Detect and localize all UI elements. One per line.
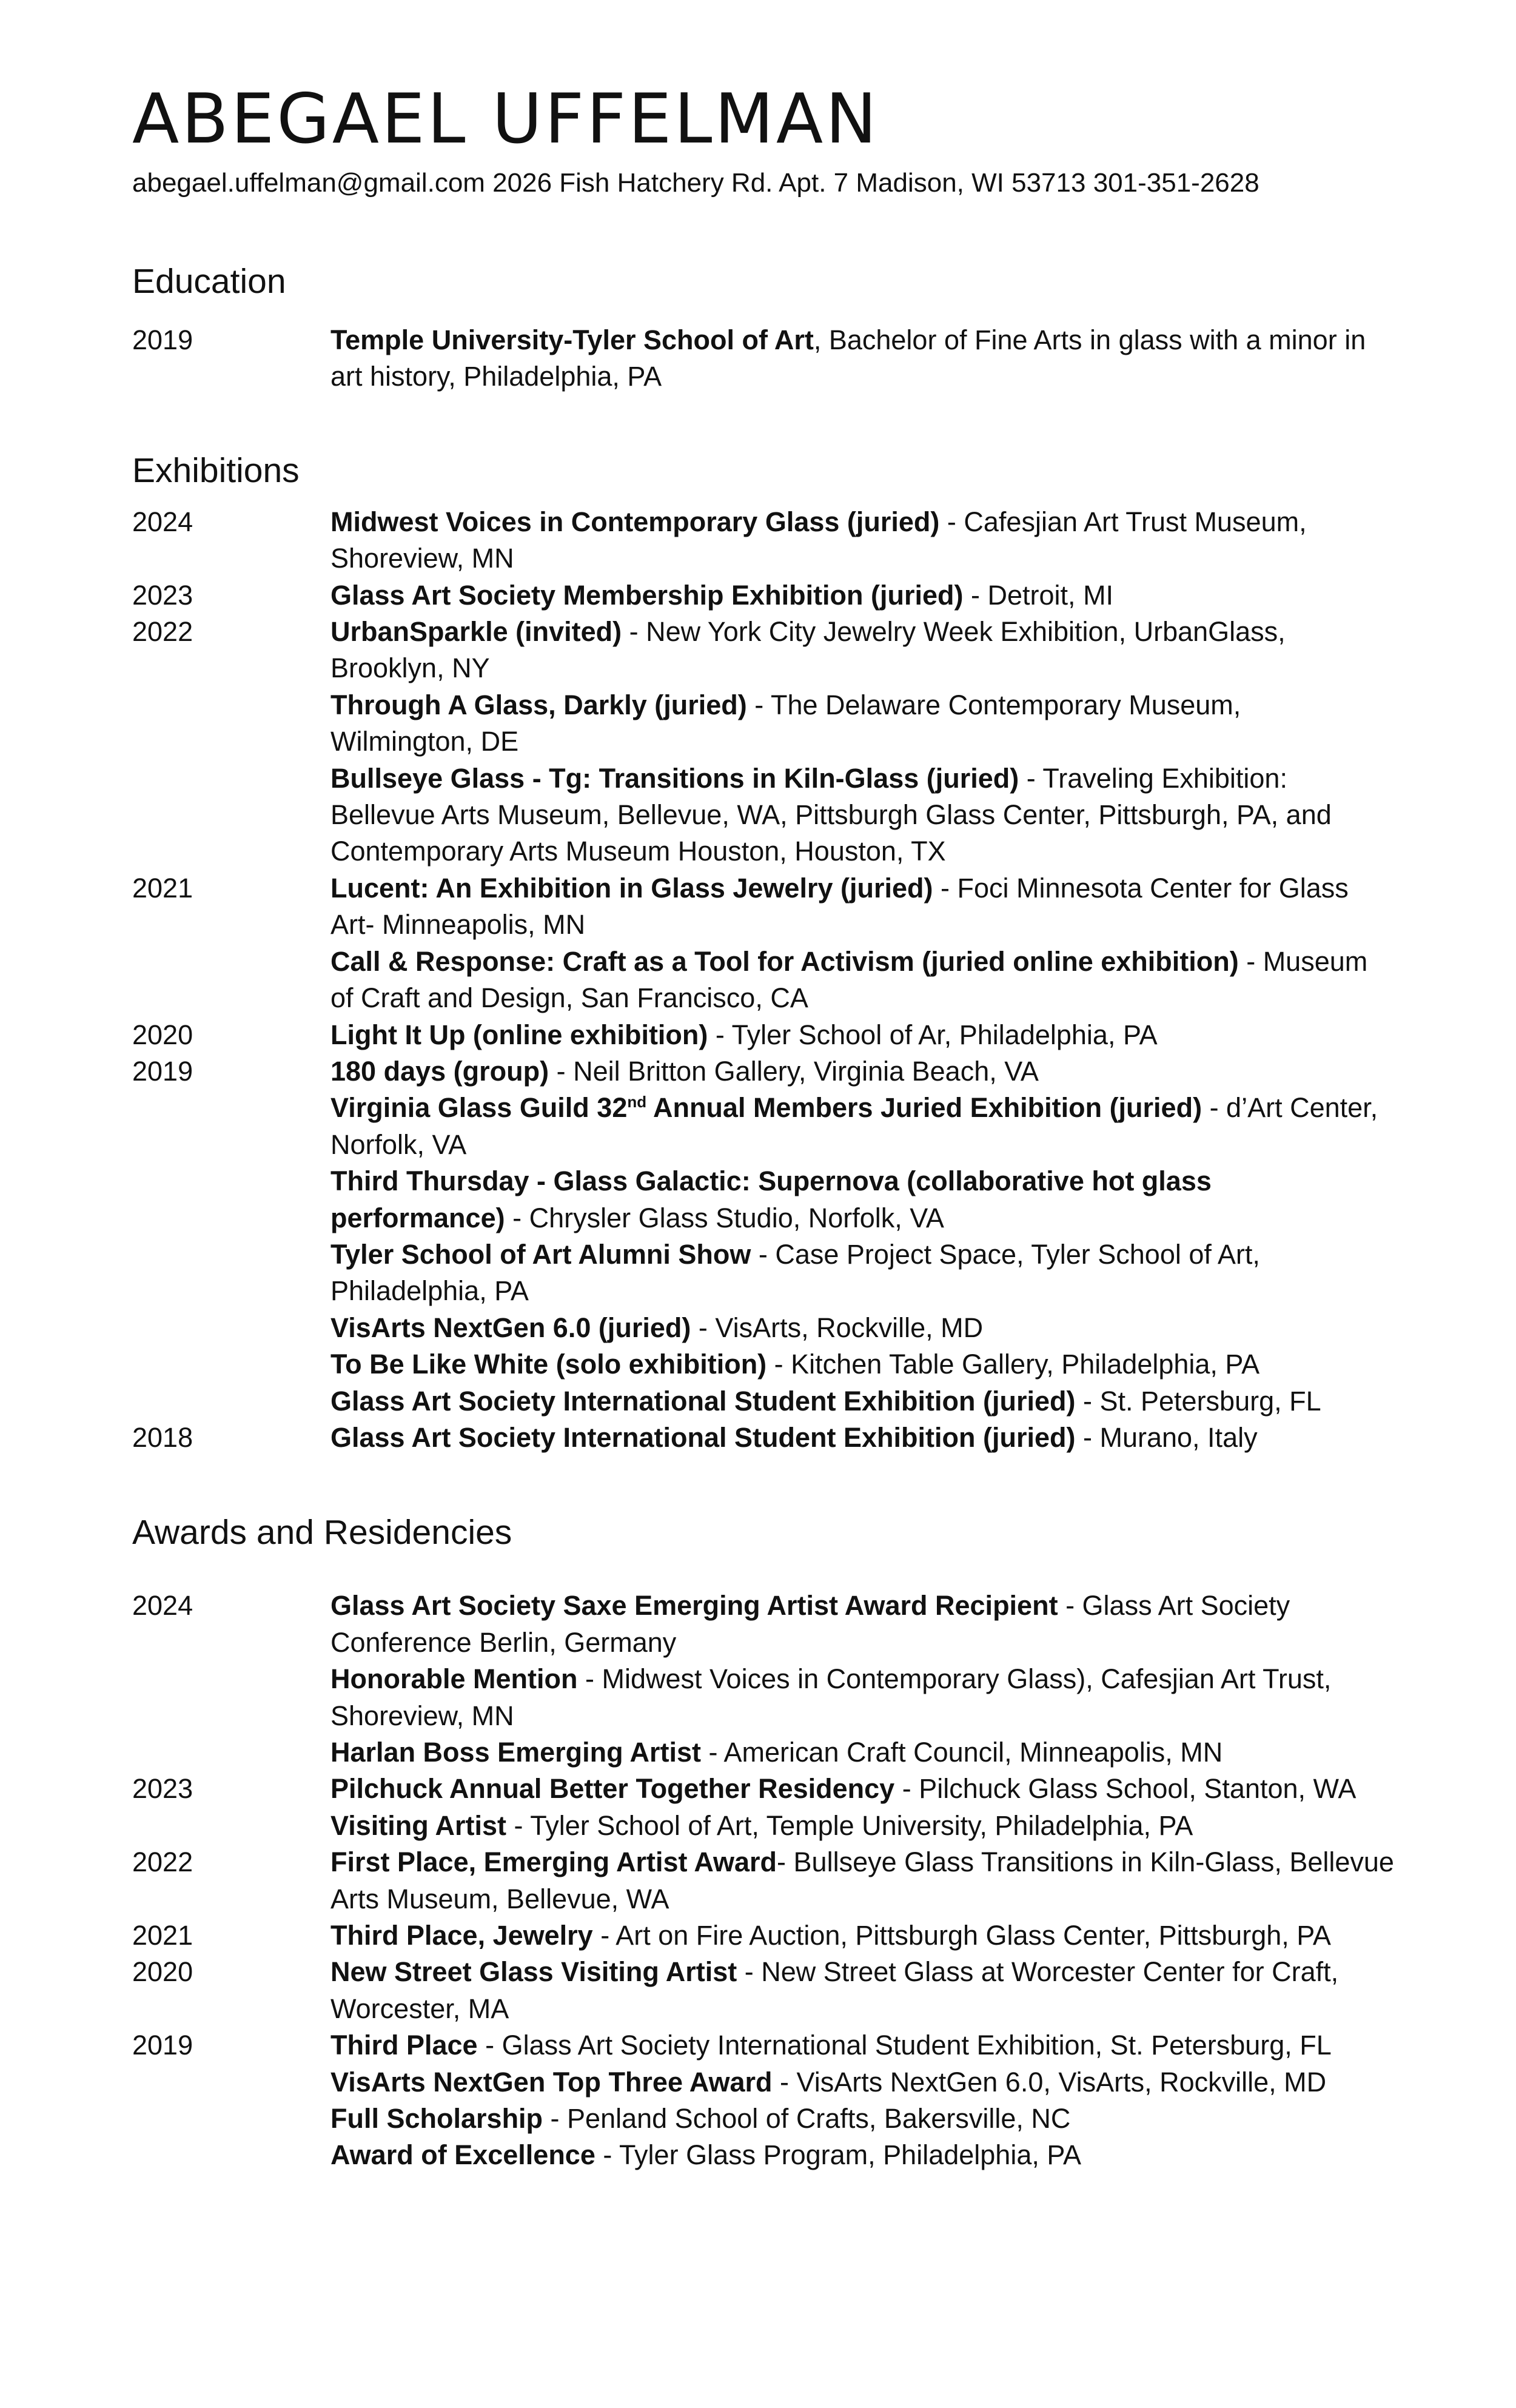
ordinal-suffix: nd bbox=[627, 1093, 647, 1112]
entry-text bbox=[330, 1163, 1380, 1236]
exhibition-entry bbox=[132, 1310, 1406, 1346]
entry-text bbox=[330, 1420, 1380, 1456]
entry-year: 2022 bbox=[132, 1846, 193, 1878]
entry-year: 2019 bbox=[132, 1055, 193, 1087]
entry-year: 2024 bbox=[132, 506, 193, 537]
entry-year bbox=[132, 944, 330, 1017]
entry-text bbox=[330, 760, 1380, 870]
entry-year: 2020 bbox=[132, 1956, 193, 1988]
entry-detail: - Glass Art Society International Student Exhibition, St. Petersburg, FL bbox=[477, 2030, 1332, 2061]
exhibition-entry bbox=[132, 1163, 1406, 1236]
exhibitions-list bbox=[132, 504, 1406, 1457]
exhibition-entry bbox=[132, 687, 1406, 760]
entry-detail: - Museum of Craft and Design, San Francisco, CA bbox=[330, 945, 1368, 1014]
award-entry bbox=[132, 2101, 1406, 2137]
entry-title: VisArts NextGen 6.0 (juried) bbox=[330, 1312, 691, 1343]
award-entry bbox=[132, 2137, 1406, 2173]
entry-detail: - Murano, Italy bbox=[1075, 1421, 1258, 1453]
entry-year: 2018 bbox=[132, 1421, 193, 1453]
awards-list bbox=[132, 1588, 1406, 2174]
entry-title: Award of Excellence bbox=[330, 2139, 595, 2171]
award-entry bbox=[132, 1954, 1406, 2027]
entry-year bbox=[132, 1734, 330, 1771]
entry-detail: - Chrysler Glass Studio, Norfolk, VA bbox=[505, 1202, 944, 1233]
entry-title: New Street Glass Visiting Artist bbox=[330, 1956, 737, 1988]
entry-title bbox=[330, 1092, 1202, 1123]
entry-title-part: Virginia Glass Guild 32 bbox=[330, 1092, 628, 1124]
entry-text bbox=[330, 1236, 1380, 1310]
entry-text bbox=[330, 1383, 1380, 1420]
entry-title: Light It Up (online exhibition) bbox=[330, 1019, 708, 1050]
entry-title: Tyler School of Art Alumni Show bbox=[330, 1238, 751, 1270]
exhibition-entry bbox=[132, 1090, 1406, 1163]
entry-year bbox=[132, 1090, 330, 1163]
entry-title: Third Place bbox=[330, 2030, 478, 2061]
exhibition-entry bbox=[132, 1017, 1406, 1053]
entry-detail: - Case Project Space, Tyler School of Art, Philadelphia, PA bbox=[330, 1238, 1260, 1307]
entry-title: Harlan Boss Emerging Artist bbox=[330, 1737, 701, 1768]
entry-title: Third Thursday - Glass Galactic: Supernova (collaborative hot glass performance) bbox=[330, 1165, 1212, 1233]
entry-year bbox=[132, 1236, 330, 1310]
entry-title: Glass Art Society International Student Exhibition (juried) bbox=[330, 1421, 1076, 1453]
entry-title: Bullseye Glass - Tg: Transitions in Kiln-Glass (juried) bbox=[330, 762, 1019, 794]
award-entry bbox=[132, 2027, 1406, 2064]
entry-text bbox=[330, 1346, 1380, 1383]
entry-text bbox=[330, 1734, 1398, 1771]
entry-title: Third Place, Jewelry bbox=[330, 1920, 593, 1951]
entry-detail: - Detroit, MI bbox=[963, 579, 1114, 611]
entry-detail: - American Craft Council, Minneapolis, MN bbox=[700, 1737, 1223, 1768]
exhibition-entry bbox=[132, 760, 1406, 870]
entry-text bbox=[330, 2137, 1398, 2173]
entry-text bbox=[330, 1844, 1398, 1917]
entry-text bbox=[330, 1310, 1380, 1346]
entry-detail: - Midwest Voices in Contemporary Glass), Cafesjian Art Trust, Shoreview, MN bbox=[330, 1663, 1332, 1731]
exhibition-entry bbox=[132, 1236, 1406, 1310]
entry-text bbox=[330, 870, 1380, 944]
entry-title: 180 days (group) bbox=[330, 1055, 549, 1087]
entry-title: Visiting Artist bbox=[330, 1809, 507, 1841]
entry-title: UrbanSparkle (invited) bbox=[330, 616, 622, 648]
entry-detail: - Tyler Glass Program, Philadelphia, PA bbox=[595, 2139, 1082, 2171]
entry-text bbox=[330, 1808, 1398, 1844]
entry-detail: - Cafesjian Art Trust Museum, Shoreview, MN bbox=[330, 506, 1307, 574]
entry-text bbox=[330, 1954, 1398, 2027]
exhibition-entry bbox=[132, 577, 1406, 614]
entry-title: Pilchuck Annual Better Together Residency bbox=[330, 1773, 895, 1805]
award-entry bbox=[132, 1771, 1406, 1807]
entry-text bbox=[330, 614, 1380, 687]
entry-year: 2021 bbox=[132, 872, 193, 904]
entry-year: 2024 bbox=[132, 1590, 193, 1622]
exhibition-entry bbox=[132, 504, 1406, 577]
entry-year bbox=[132, 760, 330, 870]
section-title: Awards and Residencies bbox=[132, 1513, 512, 1552]
applicant-name: ABEGAEL UFFELMAN bbox=[132, 79, 879, 159]
entry-year bbox=[132, 687, 330, 760]
entry-title: Call & Response: Craft as a Tool for Activism (juried online exhibition) bbox=[330, 945, 1239, 977]
entry-title-part: Annual Members Juried Exhibition (juried) bbox=[646, 1092, 1202, 1124]
entry-title: Temple University-Tyler School of Art bbox=[330, 324, 814, 355]
exhibition-entry bbox=[132, 1420, 1406, 1456]
entry-year bbox=[132, 1346, 330, 1383]
entry-title: Glass Art Society Membership Exhibition (juried) bbox=[330, 579, 964, 611]
entry-title: Glass Art Society Saxe Emerging Artist Award Recipient bbox=[330, 1590, 1058, 1622]
entry-text bbox=[330, 1661, 1398, 1734]
entry-text bbox=[330, 322, 1404, 395]
entry-text bbox=[330, 1917, 1398, 1954]
entry-text bbox=[330, 2101, 1398, 2137]
entry-year bbox=[132, 1310, 330, 1346]
entry-detail: - Penland School of Crafts, Bakersville, NC bbox=[543, 2103, 1071, 2135]
entry-detail: - Pilchuck Glass School, Stanton, WA bbox=[894, 1773, 1357, 1805]
entry-text bbox=[330, 1053, 1380, 1090]
entry-title: Glass Art Society International Student Exhibition (juried) bbox=[330, 1385, 1076, 1417]
award-entry bbox=[132, 1917, 1406, 1954]
exhibition-entry bbox=[132, 1053, 1406, 1090]
entry-detail: - The Delaware Contemporary Museum, Wilmington, DE bbox=[330, 689, 1241, 757]
entry-detail: - Traveling Exhibition: Bellevue Arts Museum, Bellevue, WA, Pittsburgh Glass Center, Pittsburgh, PA, and Contemporary Arts Museum Houston, Houston, TX bbox=[330, 762, 1332, 867]
entry-text bbox=[330, 1771, 1398, 1807]
entry-detail: - Kitchen Table Gallery, Philadelphia, PA bbox=[766, 1349, 1260, 1380]
section-title: Education bbox=[132, 262, 286, 301]
entry-year bbox=[132, 1163, 330, 1236]
entry-title: Through A Glass, Darkly (juried) bbox=[330, 689, 747, 720]
entry-detail: - Neil Britton Gallery, Virginia Beach, VA bbox=[549, 1055, 1039, 1087]
resume-page bbox=[132, 79, 1406, 2174]
entry-year: 2021 bbox=[132, 1920, 193, 1951]
entry-year bbox=[132, 2137, 330, 2173]
award-entry bbox=[132, 1808, 1406, 1844]
entry-title: Midwest Voices in Contemporary Glass (juried) bbox=[330, 506, 940, 537]
entry-year: 2023 bbox=[132, 579, 193, 611]
entry-detail: - VisArts NextGen 6.0, VisArts, Rockville, MD bbox=[772, 2066, 1327, 2098]
entry-detail: - St. Petersburg, FL bbox=[1075, 1385, 1321, 1417]
entry-detail: - Art on Fire Auction, Pittsburgh Glass Center, Pittsburgh, PA bbox=[592, 1920, 1331, 1951]
education-section bbox=[132, 264, 1406, 395]
entry-year bbox=[132, 2101, 330, 2137]
contact-info: abegael.uffelman@gmail.com 2026 Fish Hatchery Rd. Apt. 7 Madison, WI 53713 301-351-2628 bbox=[132, 168, 1259, 198]
entry-detail: , Bachelor of Fine Arts in glass with a minor in art history, Philadelphia, PA bbox=[330, 324, 1366, 392]
award-entry bbox=[132, 1844, 1406, 1917]
entry-text bbox=[330, 1090, 1380, 1163]
education-list bbox=[132, 322, 1406, 395]
entry-title: Lucent: An Exhibition in Glass Jewelry (juried) bbox=[330, 872, 933, 904]
award-entry bbox=[132, 1661, 1406, 1734]
awards-section bbox=[132, 1515, 1406, 2174]
education-entry bbox=[132, 322, 1406, 395]
entry-detail: - New York City Jewelry Week Exhibition, UrbanGlass, Brooklyn, NY bbox=[330, 616, 1286, 684]
entry-text bbox=[330, 577, 1380, 614]
entry-detail: - Tyler School of Ar, Philadelphia, PA bbox=[708, 1019, 1158, 1050]
entry-year: 2023 bbox=[132, 1773, 193, 1805]
entry-text bbox=[330, 1588, 1398, 1661]
exhibition-entry bbox=[132, 1346, 1406, 1383]
exhibitions-section bbox=[132, 451, 1406, 1457]
entry-text bbox=[330, 2064, 1398, 2101]
entry-year: 2020 bbox=[132, 1019, 193, 1050]
entry-year bbox=[132, 2064, 330, 2101]
entry-text bbox=[330, 1017, 1380, 1053]
exhibition-entry bbox=[132, 944, 1406, 1017]
exhibition-entry bbox=[132, 870, 1406, 944]
entry-year bbox=[132, 1808, 330, 1844]
section-title: Exhibitions bbox=[132, 451, 300, 490]
entry-text bbox=[330, 2027, 1398, 2064]
exhibition-entry bbox=[132, 1383, 1406, 1420]
entry-year: 2019 bbox=[132, 2030, 193, 2061]
entry-year: 2019 bbox=[132, 324, 193, 355]
entry-title: Honorable Mention bbox=[330, 1663, 578, 1695]
entry-detail: - Tyler School of Art, Temple University, Philadelphia, PA bbox=[506, 1809, 1193, 1841]
entry-detail: - Foci Minnesota Center for Glass Art- Minneapolis, MN bbox=[330, 872, 1349, 941]
award-entry bbox=[132, 2064, 1406, 2101]
entry-year bbox=[132, 1661, 330, 1734]
entry-title: Full Scholarship bbox=[330, 2103, 543, 2135]
entry-detail: - d’Art Center, Norfolk, VA bbox=[330, 1092, 1378, 1160]
award-entry bbox=[132, 1588, 1406, 1661]
entry-year bbox=[132, 1383, 330, 1420]
exhibition-entry bbox=[132, 614, 1406, 687]
entry-detail: - New Street Glass at Worcester Center for Craft, Worcester, MA bbox=[330, 1956, 1339, 2024]
entry-detail: - Bullseye Glass Transitions in Kiln-Glass, Bellevue Arts Museum, Bellevue, WA bbox=[330, 1846, 1394, 1914]
entry-title: To Be Like White (solo exhibition) bbox=[330, 1349, 767, 1380]
entry-text bbox=[330, 944, 1380, 1017]
entry-detail: - VisArts, Rockville, MD bbox=[691, 1312, 984, 1343]
entry-year: 2022 bbox=[132, 616, 193, 648]
award-entry bbox=[132, 1734, 1406, 1771]
entry-title: VisArts NextGen Top Three Award bbox=[330, 2066, 773, 2098]
entry-text bbox=[330, 504, 1380, 577]
entry-title: First Place, Emerging Artist Award bbox=[330, 1846, 777, 1878]
entry-text bbox=[330, 687, 1380, 760]
entry-detail: - Glass Art Society Conference Berlin, Germany bbox=[330, 1590, 1290, 1658]
